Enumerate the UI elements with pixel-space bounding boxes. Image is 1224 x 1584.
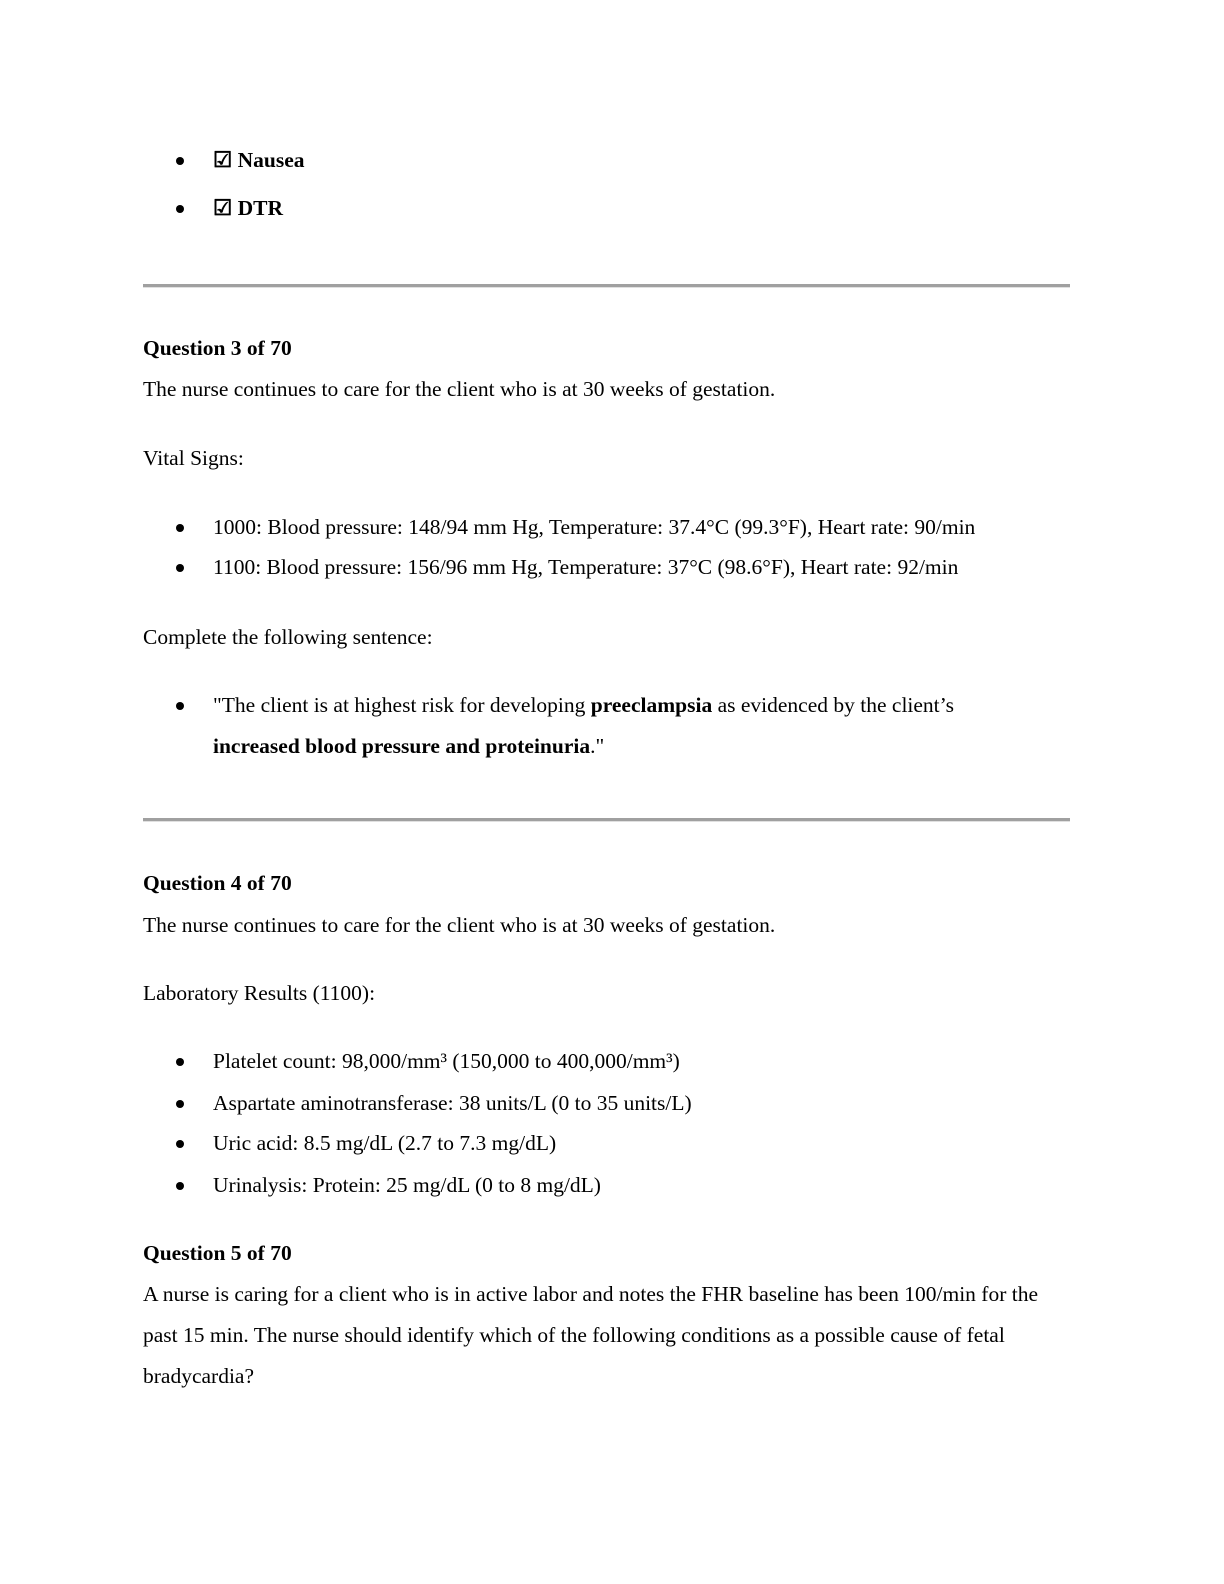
bullet (176, 157, 184, 165)
bullet (176, 1140, 184, 1148)
vitals-item: 1100: Blood pressure: 156/96 mm Hg, Temperature: 37°C (98.6°F), Heart rate: 92/min (213, 555, 959, 579)
answer-bold: preeclampsia (590, 693, 713, 717)
question-4-title: Question 4 of 70 (143, 871, 292, 895)
bullet (176, 702, 184, 710)
checkbox-checked-icon: ☑ (213, 148, 233, 172)
lab-item: Urinalysis: Protein: 25 mg/dL (0 to 8 mg/dL) (213, 1173, 601, 1197)
question-3-prompt: Complete the following sentence: (143, 625, 433, 649)
lab-item: Platelet count: 98,000/mm³ (150,000 to 400,000/mm³) (213, 1049, 680, 1073)
text: as evidenced by the client’s (712, 693, 954, 717)
question-3-answer (213, 685, 1043, 767)
text: ." (590, 734, 605, 758)
lab-item: Aspartate aminotransferase: 38 units/L (0 to 35 units/L) (213, 1091, 692, 1115)
bullet (176, 564, 184, 572)
divider (143, 284, 1070, 288)
lab-item: Uric acid: 8.5 mg/dL (2.7 to 7.3 mg/dL) (213, 1131, 557, 1155)
question-3-title: Question 3 of 70 (143, 336, 292, 360)
bullet (176, 1182, 184, 1190)
item-label: Nausea (237, 148, 305, 172)
bullet (176, 1100, 184, 1108)
text: "The client is at highest risk for developing (213, 693, 591, 717)
answer-bold: increased blood pressure and proteinuria (213, 734, 591, 758)
question-4-intro: The nurse continues to care for the client who is at 30 weeks of gestation. (143, 913, 776, 937)
question-5-title: Question 5 of 70 (143, 1241, 292, 1265)
divider (143, 818, 1070, 822)
bullet (176, 205, 184, 213)
vitals-label: Vital Signs: (143, 446, 244, 470)
question-3-intro: The nurse continues to care for the client who is at 30 weeks of gestation. (143, 377, 776, 401)
item-label: DTR (237, 196, 284, 220)
vitals-item: 1000: Blood pressure: 148/94 mm Hg, Temperature: 37.4°C (99.3°F), Heart rate: 90/min (213, 515, 976, 539)
checked-item-nausea (213, 140, 1083, 181)
labs-label: Laboratory Results (1100): (143, 981, 376, 1005)
checkbox-checked-icon: ☑ (213, 196, 233, 220)
checked-item-dtr (213, 188, 1083, 229)
question-5-text: A nurse is caring for a client who is in active labor and notes the FHR baseline has been 100/min for the past 15 min. The nurse should identify which of the following conditions as a possible cause of fetal bradycardia? (143, 1282, 1039, 1388)
bullet (176, 524, 184, 532)
bullet (176, 1058, 184, 1066)
